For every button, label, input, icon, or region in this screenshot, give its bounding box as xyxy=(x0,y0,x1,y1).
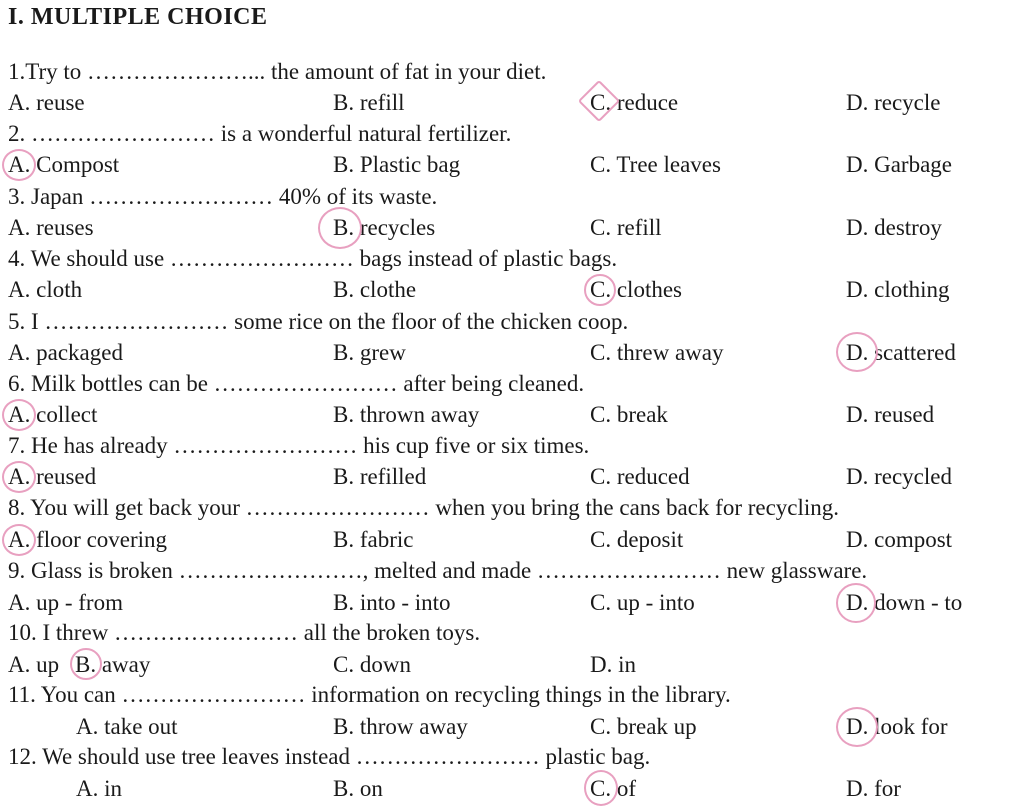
q7-option-c[interactable]: C. reduced xyxy=(590,464,690,489)
question-1: 1.Try to …………………... the amount of fat in your diet. xyxy=(8,59,547,84)
q8-option-c[interactable]: C. deposit xyxy=(590,527,684,552)
q11-option-c[interactable]: C. break up xyxy=(590,714,697,739)
q4-option-d[interactable]: D. clothing xyxy=(846,277,950,302)
q11-option-d[interactable]: D. look for xyxy=(846,714,948,739)
q12-option-a[interactable]: A. in xyxy=(76,776,122,801)
q6-option-c[interactable]: C. break xyxy=(590,402,668,427)
q3-option-b[interactable]: B. recycles xyxy=(333,215,436,240)
q12-option-d[interactable]: D. for xyxy=(846,776,901,801)
q11-option-a[interactable]: A. take out xyxy=(76,714,178,739)
q6-option-a[interactable]: A. collect xyxy=(8,402,98,427)
question-8: 8. You will get back your …………………… when you bring the cans back for recycling. xyxy=(8,495,840,520)
q10-option-c[interactable]: C. down xyxy=(333,652,411,677)
q10-option-b[interactable]: B. away xyxy=(75,652,151,677)
q9-option-d[interactable]: D. down - to xyxy=(846,590,963,615)
question-4: 4. We should use …………………… bags instead of plastic bags. xyxy=(8,246,618,271)
q5-option-c[interactable]: C. threw away xyxy=(590,340,724,365)
q1-option-a[interactable]: A. reuse xyxy=(8,90,85,115)
q4-option-c[interactable]: C. clothes xyxy=(590,277,682,302)
q4-option-a[interactable]: A. cloth xyxy=(8,277,83,302)
question-11: 11. You can …………………… information on recycling things in the library. xyxy=(8,682,731,707)
question-6: 6. Milk bottles can be …………………… after being cleaned. xyxy=(8,371,585,396)
q1-option-d[interactable]: D. recycle xyxy=(846,90,941,115)
q12-option-c[interactable]: C. of xyxy=(590,776,636,801)
q3-option-c[interactable]: C. refill xyxy=(590,215,662,240)
q10-option-a[interactable]: A. up xyxy=(8,652,60,677)
q7-option-d[interactable]: D. recycled xyxy=(846,464,952,489)
question-2: 2. …………………… is a wonderful natural fertilizer. xyxy=(8,121,512,146)
q7-option-b[interactable]: B. refilled xyxy=(333,464,427,489)
q1-option-b[interactable]: B. refill xyxy=(333,90,405,115)
question-12: 12. We should use tree leaves instead …………………… plastic bag. xyxy=(8,744,651,769)
q2-option-a[interactable]: A. Compost xyxy=(8,152,120,177)
q6-option-d[interactable]: D. reused xyxy=(846,402,935,427)
q1-option-c[interactable]: C. reduce xyxy=(590,90,679,115)
q5-option-d[interactable]: D. scattered xyxy=(846,340,956,365)
q3-option-a[interactable]: A. reuses xyxy=(8,215,94,240)
q9-option-b[interactable]: B. into - into xyxy=(333,590,451,615)
q3-option-d[interactable]: D. destroy xyxy=(846,215,942,240)
q8-option-b[interactable]: B. fabric xyxy=(333,527,414,552)
q2-option-c[interactable]: C. Tree leaves xyxy=(590,152,721,177)
q5-option-a[interactable]: A. packaged xyxy=(8,340,123,365)
q7-option-a[interactable]: A. reused xyxy=(8,464,97,489)
q9-option-c[interactable]: C. up - into xyxy=(590,590,695,615)
q8-option-a[interactable]: A. floor covering xyxy=(8,527,168,552)
question-10: 10. I threw …………………… all the broken toys. xyxy=(8,620,481,645)
q8-option-d[interactable]: D. compost xyxy=(846,527,953,552)
q11-option-b[interactable]: B. throw away xyxy=(333,714,468,739)
q2-option-b[interactable]: B. Plastic bag xyxy=(333,152,461,177)
q6-option-b[interactable]: B. thrown away xyxy=(333,402,480,427)
question-7: 7. He has already …………………… his cup five or six times. xyxy=(8,433,590,458)
section-title: I. MULTIPLE CHOICE xyxy=(8,4,268,30)
question-3: 3. Japan …………………… 40% of its waste. xyxy=(8,184,438,209)
q4-option-b[interactable]: B. clothe xyxy=(333,277,417,302)
q5-option-b[interactable]: B. grew xyxy=(333,340,406,365)
q9-option-a[interactable]: A. up - from xyxy=(8,590,123,615)
question-5: 5. I …………………… some rice on the floor of the chicken coop. xyxy=(8,309,629,334)
q2-option-d[interactable]: D. Garbage xyxy=(846,152,953,177)
question-9: 9. Glass is broken ……………………, melted and made …………………… new glassware. xyxy=(8,558,868,583)
q10-option-d[interactable]: D. in xyxy=(590,652,636,677)
q12-option-b[interactable]: B. on xyxy=(333,776,383,801)
